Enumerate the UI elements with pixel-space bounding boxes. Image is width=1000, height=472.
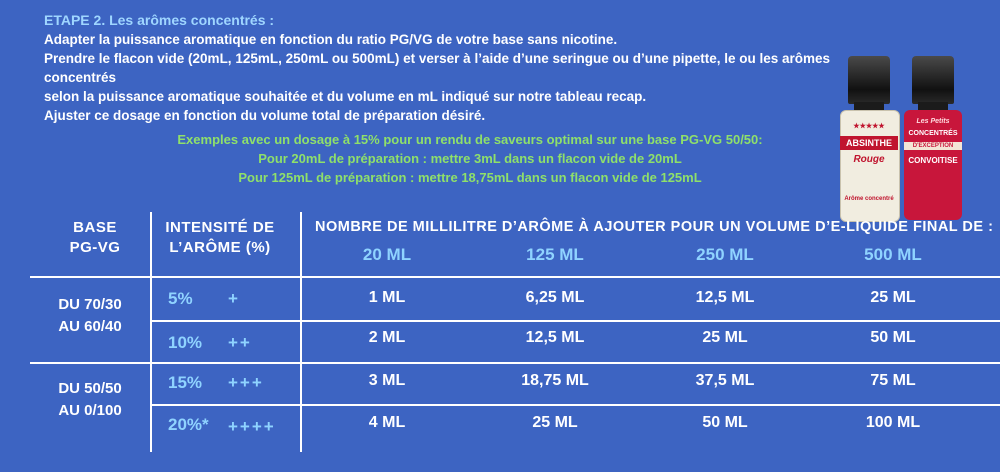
grid-line — [300, 212, 302, 452]
volume-500: 500 ML — [864, 245, 922, 264]
header-intensity: INTENSITÉ DE L’ARÔME (%) — [165, 219, 275, 256]
example-title: Exemples avec un dosage à 15% pour un rendu de saveurs optimal sur une base PG-VG 50/50: — [177, 132, 763, 147]
grid-line — [150, 320, 1000, 322]
table-cell: 12,5 ML — [525, 329, 585, 346]
intensity-20: 20%* — [168, 415, 209, 434]
bottle-left-name: ABSINTHE — [840, 136, 898, 150]
base-group-2: DU 50/50 AU 0/100 — [58, 380, 122, 419]
intro-line: Adapter la puissance aromatique en fonction du ratio PG/VG de votre base sans nicotine. — [44, 32, 618, 47]
intro-line: Prendre le flacon vide (20mL, 125mL, 250mL ou 500mL) et verser à l’aide d’une seringue ou d’une pipette, le ou les arômes concentrés — [44, 51, 831, 85]
intensity-15: 15% — [168, 373, 203, 392]
intro-line: selon la puissance aromatique souhaitée et du volume en mL indiqué sur notre tableau recap. — [44, 89, 647, 104]
example-line: Pour 125mL de préparation : mettre 18,75mL dans un flacon vide de 125mL — [238, 170, 702, 185]
grid-line — [150, 212, 152, 452]
intensity-plus: ++++ — [228, 417, 276, 436]
bottle-right-brand: CONCENTRÉS — [908, 130, 958, 137]
step-title: ETAPE 2. Les arômes concentrés : — [44, 12, 275, 28]
table-cell: 25 ML — [702, 329, 748, 346]
intro-line: Ajuster ce dosage en fonction du volume total de préparation désiré. — [44, 108, 486, 123]
table-cell: 100 ML — [865, 414, 921, 431]
table-cell: 25 ML — [532, 414, 578, 431]
bottle-absinthe-image: ★★★★★ ABSINTHE Rouge Arôme concentré — [840, 56, 900, 222]
table-cell: 50 ML — [702, 414, 748, 431]
intensity-plus: ++ — [228, 333, 252, 352]
volume-250: 250 ML — [696, 245, 754, 264]
bottle-right-name: CONVOITISE — [908, 156, 958, 165]
table-cell: 50 ML — [870, 329, 916, 346]
volume-20: 20 ML — [362, 245, 412, 264]
bottle-right-tag: D'EXCEPTION — [904, 142, 962, 150]
table-cell: 2 ML — [368, 329, 406, 346]
example-line: Pour 20mL de préparation : mettre 3mL dans un flacon vide de 20mL — [258, 151, 682, 166]
grid-line — [30, 276, 1000, 278]
grid-line — [150, 404, 1000, 406]
table-cell: 4 ML — [368, 414, 406, 431]
header-volume: NOMBRE DE MILLILITRE D’ARÔME À AJOUTER POUR UN VOLUME D’E-LIQUIDE FINAL DE : — [315, 219, 994, 235]
table-cell: 75 ML — [870, 372, 916, 389]
table-cell: 1 ML — [368, 289, 406, 306]
table-cell: 25 ML — [870, 289, 916, 306]
intensity-10: 10% — [168, 333, 203, 352]
table-cell: 18,75 ML — [521, 372, 589, 389]
base-group-1: DU 70/30 AU 60/40 — [58, 296, 122, 335]
table-cell: 37,5 ML — [695, 372, 755, 389]
bottle-left-foot: Arôme concentré — [844, 196, 894, 202]
header-base: BASE PG-VG — [69, 219, 121, 256]
table-cell: 12,5 ML — [695, 289, 755, 306]
table-cell: 3 ML — [368, 372, 406, 389]
volume-125: 125 ML — [526, 245, 584, 264]
intensity-plus: +++ — [228, 373, 264, 392]
intensity-plus: + — [228, 289, 240, 308]
table-cell: 6,25 ML — [525, 289, 585, 306]
intensity-5: 5% — [168, 289, 193, 308]
grid-line — [30, 362, 1000, 364]
bottle-right-top: Les Petits — [916, 118, 950, 125]
bottle-left-sub: Rouge — [853, 154, 885, 165]
